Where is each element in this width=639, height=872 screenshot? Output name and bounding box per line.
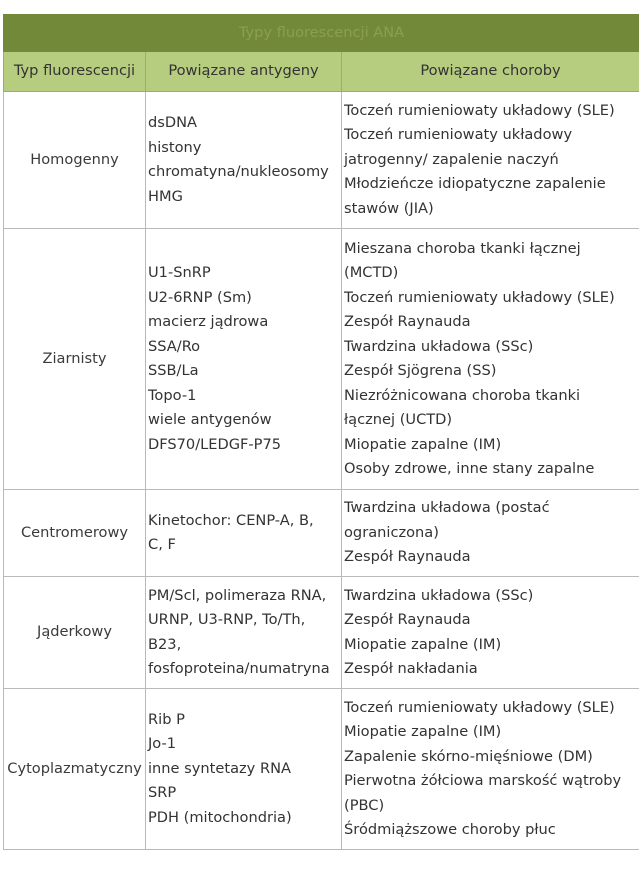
disease-item: Toczeń rumieniowaty układowy [344, 126, 573, 144]
antigen-item: dsDNA [148, 114, 198, 131]
disease-item: Młodzieńcze idiopatyczne zapalenie [344, 175, 606, 193]
diseases-cell [342, 490, 639, 577]
disease-item: Toczeń rumieniowaty układowy (SLE) [344, 288, 615, 306]
disease-item: Zespół Raynauda [344, 313, 471, 330]
antigen-item: wiele antygenów [148, 411, 272, 428]
antigen-item: chromatyna/nukleosomy [148, 163, 329, 180]
antigen-item: DFS70/LEDGF-P75 [148, 435, 282, 453]
antigen-item: inne syntetazy RNA [148, 759, 292, 777]
fluorescence-type-cell: Centromerowy [4, 490, 146, 577]
disease-item: Twardzina układowa (SSc) [344, 586, 534, 604]
antigen-item: B23, [148, 635, 182, 653]
disease-item: Miopatie zapalne (IM) [344, 435, 502, 453]
disease-item: Zespół Sjögrena (SS) [344, 362, 497, 379]
disease-item: Zapalenie skórno-mięśniowe (DM) [344, 747, 593, 765]
ana-table-container [3, 14, 639, 850]
antigens-cell [146, 689, 342, 850]
antigen-item: URNP, U3-RNP, To/Th, [148, 611, 306, 628]
disease-item: jatrogenny/ zapalenie naczyń [344, 150, 559, 168]
antigen-item: PDH (mitochondria) [148, 808, 292, 826]
antigen-item: PM/Scl, polimeraza RNA, [148, 586, 327, 604]
table-row [4, 92, 639, 229]
table-title: Typy fluorescencji ANA [4, 15, 639, 52]
disease-item: Miopatie zapalne (IM) [344, 723, 502, 740]
fluorescence-type-cell: Ziarnisty [4, 229, 146, 490]
fluorescence-type-cell: Jąderkowy [4, 577, 146, 689]
header-fluorescence-type: Typ fluorescencji [4, 52, 146, 92]
disease-item: ograniczona) [344, 523, 439, 541]
antigen-item: U1-SnRP [148, 264, 211, 281]
antigen-item: fosfoproteina/numatryna [148, 660, 330, 677]
disease-item: Miopatie zapalne (IM) [344, 635, 502, 653]
antigens-cell [146, 577, 342, 689]
antigens-cell [146, 490, 342, 577]
antigen-item: HMG [148, 187, 183, 205]
disease-item: łącznej (UCTD) [344, 411, 453, 428]
disease-item: (MCTD) [344, 264, 399, 281]
disease-item: Śródmiąższowe choroby płuc [344, 821, 556, 838]
diseases-cell [342, 92, 639, 229]
disease-item: Toczeń rumieniowaty układowy (SLE) [344, 101, 615, 119]
table-header-row [4, 52, 639, 92]
fluorescence-type-cell: Cytoplazmatyczny [4, 689, 146, 850]
disease-item: Zespół nakładania [344, 660, 478, 677]
table-row [4, 490, 639, 577]
disease-item: Toczeń rumieniowaty układowy (SLE) [344, 698, 615, 716]
fluorescence-type-cell: Homogenny [4, 92, 146, 229]
disease-item: Twardzina układowa (postać [344, 499, 550, 517]
table-row [4, 229, 639, 490]
antigen-item: macierz jądrowa [148, 313, 269, 330]
antigen-item: U2-6RNP (Sm) [148, 288, 252, 306]
antigen-item: Kinetochor: CENP-A, B, [148, 511, 314, 529]
antigen-item: Topo-1 [148, 386, 197, 404]
ana-fluorescence-table [3, 14, 639, 850]
table-row [4, 577, 639, 689]
antigens-cell [146, 229, 342, 490]
disease-item: Pierwotna żółciowa marskość wątroby [344, 772, 622, 789]
antigen-item: SRP [148, 784, 177, 802]
diseases-cell [342, 577, 639, 689]
antigen-item: Jo-1 [148, 735, 177, 753]
diseases-cell [342, 229, 639, 490]
table-title-row [4, 15, 639, 52]
antigen-item: C, F [148, 536, 176, 553]
disease-item: Niezróżnicowana choroba tkanki [344, 386, 581, 404]
antigen-item: SSA/Ro [148, 337, 201, 355]
antigen-item: SSB/La [148, 362, 199, 379]
antigen-item: histony [148, 138, 202, 156]
disease-item: Zespół Raynauda [344, 548, 471, 566]
header-antigens: Powiązane antygeny [146, 52, 342, 92]
disease-item: Osoby zdrowe, inne stany zapalne [344, 460, 595, 477]
table-row [4, 689, 639, 850]
disease-item: Twardzina układowa (SSc) [344, 337, 534, 355]
disease-item: Mieszana choroba tkanki łącznej [344, 239, 581, 257]
header-diseases: Powiązane choroby [342, 52, 639, 92]
diseases-cell [342, 689, 639, 850]
antigens-cell [146, 92, 342, 229]
antigen-item: Rib P [148, 710, 185, 728]
disease-item: Zespół Raynauda [344, 611, 471, 628]
disease-item: (PBC) [344, 796, 385, 814]
disease-item: stawów (JIA) [344, 199, 434, 217]
